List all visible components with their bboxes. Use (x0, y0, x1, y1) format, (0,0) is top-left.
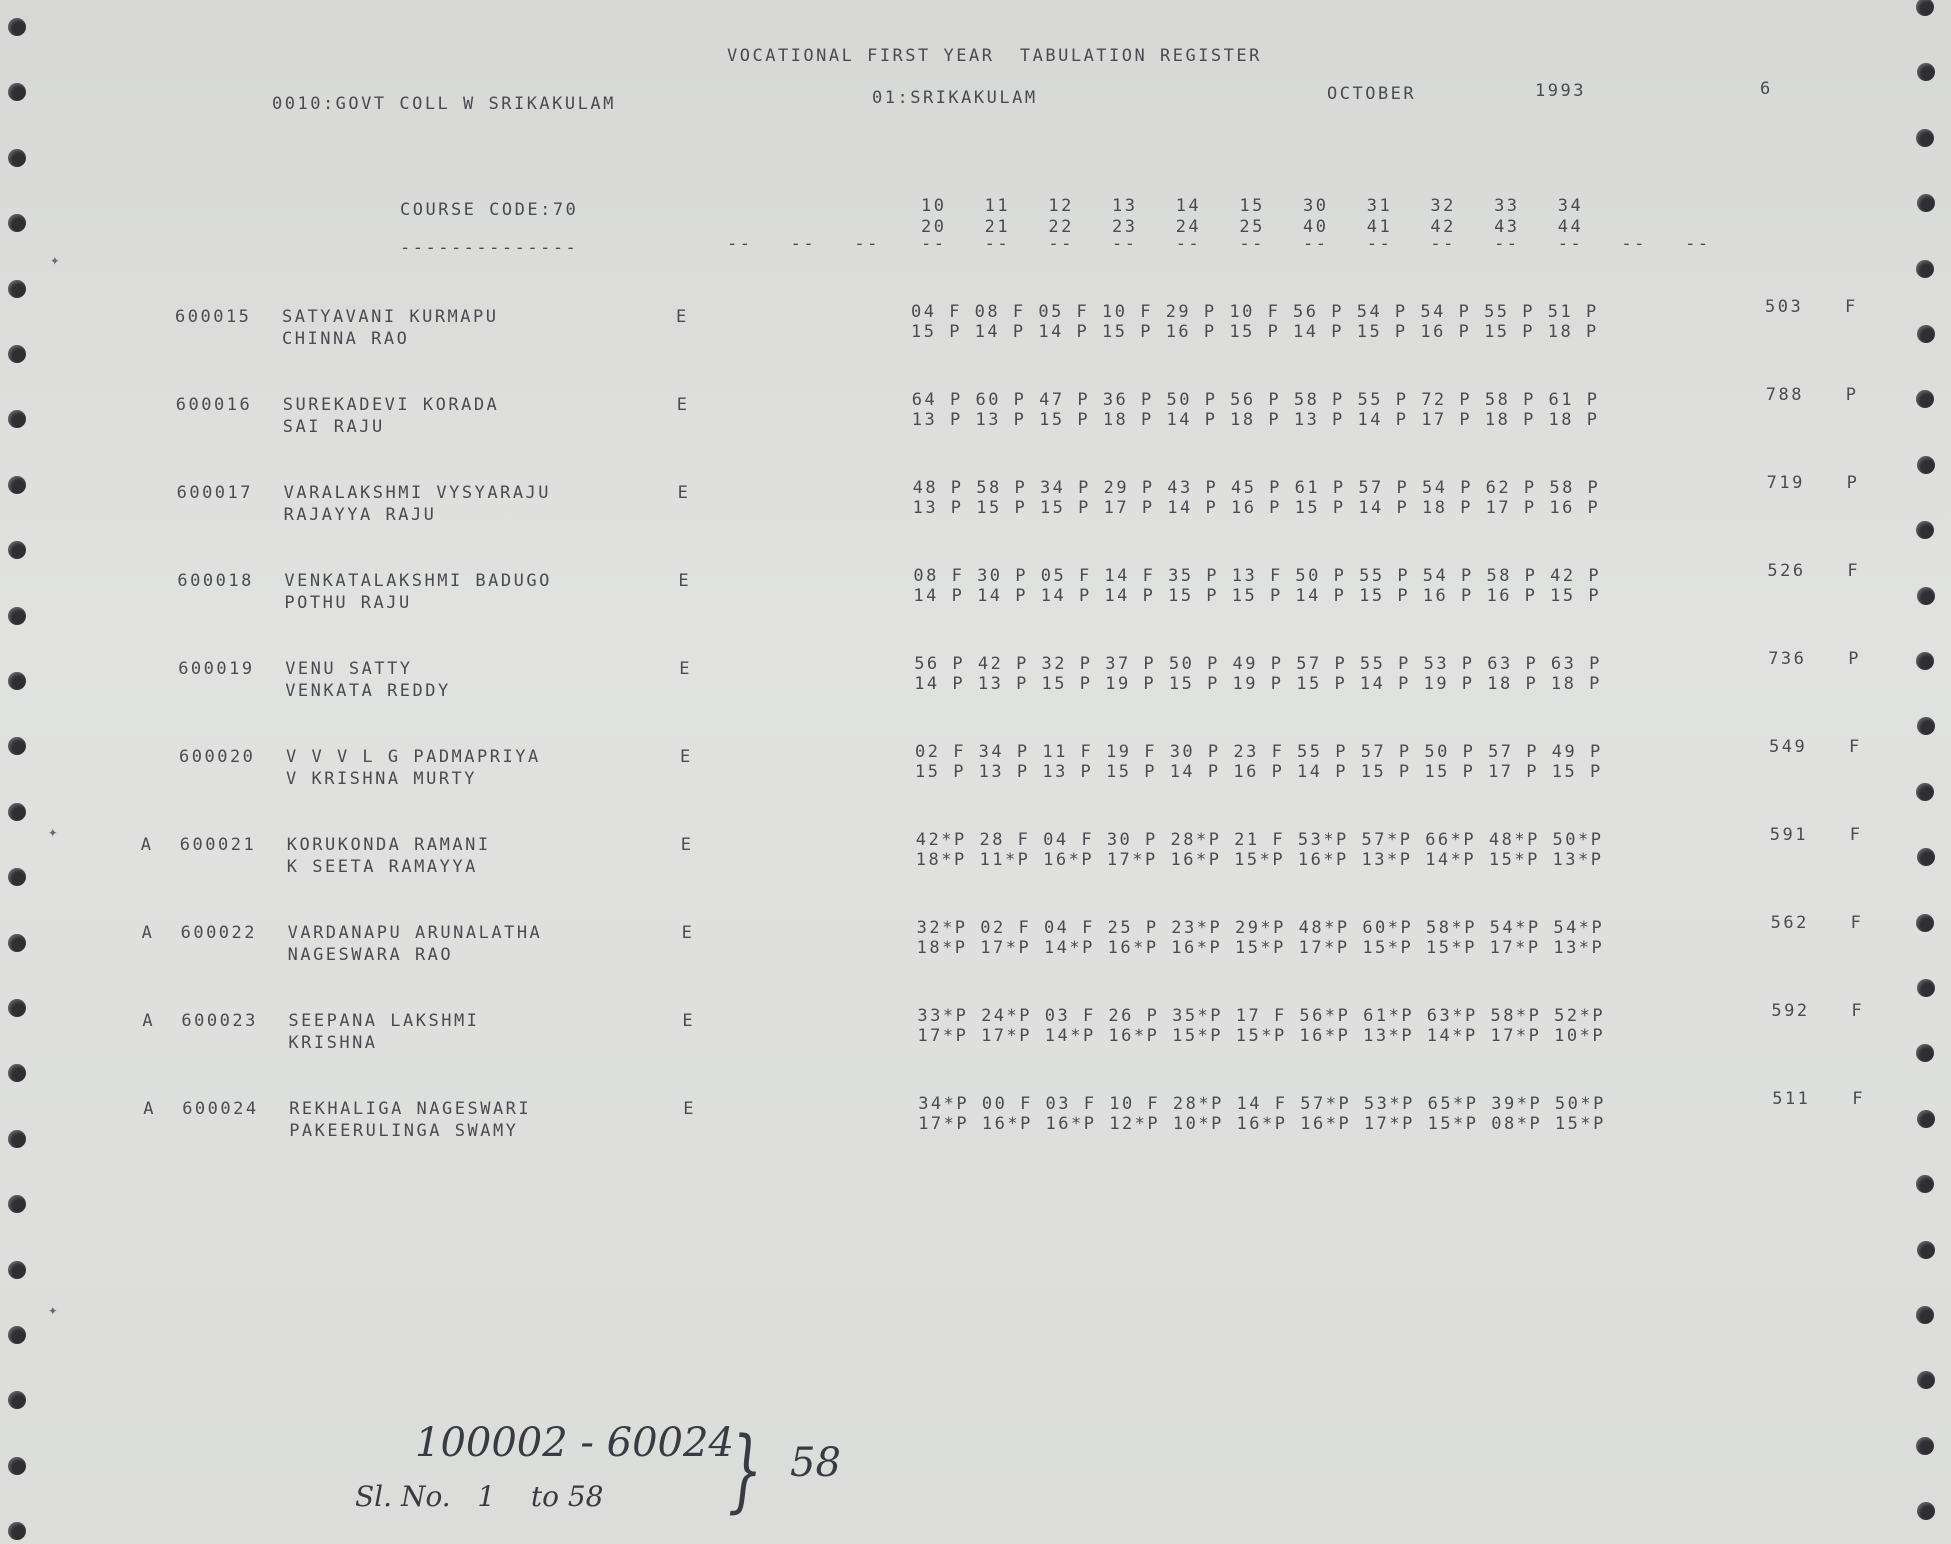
absent-flag: A (143, 1099, 156, 1119)
marks-line-2: 17*P 17*P 14*P 16*P 15*P 15*P 16*P 13*P 14*P 17*P 10*P (917, 1026, 1606, 1046)
feed-hole (8, 476, 26, 494)
feed-hole (1917, 1371, 1935, 1389)
result: F (1851, 1001, 1865, 1021)
medium: E (676, 395, 690, 415)
course-code-underline: -------------- (400, 238, 579, 258)
medium: E (680, 835, 694, 855)
marks-line-1: 48 P 58 P 34 P 29 P 43 P 45 P 61 P 57 P 54 P 62 P 58 P (912, 478, 1601, 498)
feed-hole (1917, 1241, 1935, 1259)
father-name: CHINNA RAO (282, 329, 410, 349)
handwritten-serial: Sl. No. 1 to 58 (355, 1480, 604, 1513)
medium: E (683, 1099, 696, 1119)
result: F (1850, 913, 1864, 933)
student-name: KORUKONDA RAMANI (286, 835, 491, 855)
feed-hole (1916, 521, 1934, 539)
feed-hole (1917, 979, 1935, 997)
district-name: 01:SRIKAKULAM (872, 88, 1038, 108)
feed-hole (8, 83, 26, 101)
stray-mark: ✦ (50, 250, 60, 269)
result: F (1852, 1089, 1865, 1109)
feed-hole (8, 999, 26, 1017)
marks-line-1: 64 P 60 P 47 P 36 P 50 P 56 P 58 P 55 P 72 P 58 P 61 P (911, 390, 1600, 410)
feed-hole (8, 737, 26, 755)
feed-hole (1916, 129, 1934, 147)
father-name: POTHU RAJU (284, 593, 412, 613)
feed-hole (8, 1326, 26, 1344)
marks-line-2: 14 P 13 P 15 P 19 P 15 P 19 P 15 P 14 P 19 P 18 P 18 P (914, 674, 1602, 694)
student-name: VARDANAPU ARUNALATHA (287, 923, 543, 943)
marks-line-1: 56 P 42 P 32 P 37 P 50 P 49 P 57 P 55 P 53 P 63 P 63 P (914, 654, 1602, 674)
marks-line-2: 18*P 17*P 14*P 16*P 16*P 15*P 17*P 15*P 15*P 17*P 13*P (916, 938, 1605, 958)
feed-hole (8, 410, 26, 428)
feed-hole (1916, 1175, 1934, 1193)
feed-hole (8, 1391, 26, 1409)
total-marks: 719 (1766, 473, 1805, 493)
feed-hole (1916, 260, 1934, 278)
result: P (1846, 473, 1860, 493)
course-code: COURSE CODE:70 (400, 200, 579, 220)
report-title: VOCATIONAL FIRST YEAR TABULATION REGISTER (727, 46, 1262, 66)
feed-hole (8, 607, 26, 625)
student-name: SATYAVANI KURMAPU (282, 307, 499, 327)
roll-number: 600022 (180, 923, 258, 943)
handwritten-brace: } (728, 1418, 763, 1523)
feed-hole (1917, 848, 1935, 866)
subject-codes-top: 10 11 12 13 14 15 30 31 32 33 34 (921, 196, 1584, 216)
feed-hole (8, 934, 26, 952)
medium: E (680, 747, 693, 767)
student-name: V V V L G PADMAPRIYA (286, 747, 541, 767)
feed-hole (1917, 1502, 1935, 1520)
marks-line-1: 32*P 02 F 04 F 25 P 23*P 29*P 48*P 60*P 58*P 54*P 54*P (916, 918, 1605, 938)
marks-line-2: 17*P 16*P 16*P 12*P 10*P 16*P 16*P 17*P 15*P 08*P 15*P (918, 1114, 1606, 1134)
father-name: NAGESWARA RAO (287, 945, 454, 965)
total-marks: 503 (1765, 297, 1804, 317)
feed-hole (8, 868, 26, 886)
result: F (1847, 561, 1861, 581)
medium: E (676, 307, 689, 327)
marks-line-1: 42*P 28 F 04 F 30 P 28*P 21 F 53*P 57*P 66*P 48*P 50*P (915, 830, 1604, 850)
roll-number: 600020 (179, 747, 256, 767)
handwritten-count: 58 (790, 1440, 841, 1486)
result: F (1849, 737, 1862, 757)
student-name: VENKATALAKSHMI BADUGO (284, 571, 552, 591)
feed-hole (1917, 456, 1935, 474)
marks-line-1: 34*P 00 F 03 F 10 F 28*P 14 F 57*P 53*P 65*P 39*P 50*P (918, 1094, 1606, 1114)
father-name: SAI RAJU (282, 417, 385, 437)
feed-hole (1917, 63, 1935, 81)
total-marks: 549 (1769, 737, 1808, 757)
father-name: K SEETA RAMAYYA (286, 857, 478, 877)
exam-month: OCTOBER (1327, 84, 1417, 104)
feed-hole (1916, 1044, 1934, 1062)
feed-hole (8, 280, 26, 298)
feed-hole (1917, 717, 1935, 735)
father-name: V KRISHNA MURTY (286, 769, 478, 789)
blank-column-dashes: -- -- -- (727, 234, 880, 254)
feed-hole (1917, 1110, 1935, 1128)
medium: E (681, 923, 695, 943)
feed-hole (8, 1064, 26, 1082)
marks-line-2: 15 P 14 P 14 P 15 P 16 P 15 P 14 P 15 P 16 P 15 P 18 P (911, 322, 1599, 342)
feed-hole (1917, 587, 1935, 605)
marks-line-2: 18*P 11*P 16*P 17*P 16*P 15*P 16*P 13*P 14*P 15*P 13*P (915, 850, 1604, 870)
roll-number: 600023 (181, 1011, 258, 1031)
father-name: VENKATA REDDY (285, 681, 451, 701)
total-marks: 511 (1772, 1089, 1811, 1109)
total-marks: 562 (1770, 913, 1809, 933)
feed-hole (1916, 1437, 1934, 1455)
student-name: SEEPANA LAKSHMI (288, 1011, 480, 1031)
father-name: RAJAYYA RAJU (283, 505, 437, 525)
feed-hole (8, 1261, 26, 1279)
roll-number: 600015 (175, 307, 252, 327)
result: P (1845, 385, 1859, 405)
student-name: VARALAKSHMI VYSYARAJU (283, 483, 552, 503)
result: P (1848, 649, 1861, 669)
student-name: REKHALIGA NAGESWARI (289, 1099, 532, 1119)
marks-line-2: 14 P 14 P 14 P 14 P 15 P 15 P 14 P 15 P 16 P 16 P 15 P (913, 586, 1602, 606)
medium: E (678, 571, 692, 591)
roll-number: 600018 (177, 571, 254, 591)
subject-dashes: -- -- -- -- -- -- -- -- -- -- -- -- -- (921, 234, 1711, 254)
medium: E (677, 483, 691, 503)
feed-hole (1916, 652, 1934, 670)
total-marks: 526 (1767, 561, 1806, 581)
feed-hole (8, 541, 26, 559)
stray-mark: ✦ (48, 822, 58, 841)
feed-hole (1916, 0, 1934, 16)
college-name: 0010:GOVT COLL W SRIKAKULAM (272, 94, 616, 114)
feed-hole (8, 345, 26, 363)
marks-line-1: 33*P 24*P 03 F 26 P 35*P 17 F 56*P 61*P 63*P 58*P 52*P (917, 1006, 1606, 1026)
total-marks: 591 (1769, 825, 1809, 845)
marks-line-1: 02 F 34 P 11 F 19 F 30 P 23 F 55 P 57 P 50 P 57 P 49 P (915, 742, 1603, 762)
feed-hole (8, 149, 26, 167)
feed-hole (1916, 783, 1934, 801)
feed-hole (8, 1195, 26, 1213)
total-marks: 736 (1768, 649, 1807, 669)
marks-line-2: 15 P 13 P 13 P 15 P 14 P 16 P 14 P 15 P 15 P 17 P 15 P (915, 762, 1603, 782)
feed-hole (1917, 325, 1935, 343)
feed-hole (8, 803, 26, 821)
feed-hole (1917, 194, 1935, 212)
feed-hole (8, 1457, 26, 1475)
total-marks: 788 (1765, 385, 1805, 405)
feed-hole (8, 18, 26, 36)
absent-flag: A (142, 1011, 156, 1031)
feed-hole (8, 1130, 26, 1148)
roll-number: 600016 (175, 395, 253, 415)
roll-number: 600019 (178, 659, 255, 679)
result: F (1845, 297, 1858, 317)
result: F (1849, 825, 1863, 845)
page-number: 6 (1760, 79, 1773, 99)
medium: E (679, 659, 692, 679)
stray-mark: ✦ (48, 1300, 58, 1319)
absent-flag: A (141, 923, 155, 943)
feed-hole (1916, 914, 1934, 932)
absent-flag: A (140, 835, 154, 855)
marks-line-2: 13 P 15 P 15 P 17 P 14 P 16 P 15 P 14 P 18 P 17 P 16 P (912, 498, 1601, 518)
marks-line-1: 04 F 08 F 05 F 10 F 29 P 10 F 56 P 54 P 54 P 55 P 51 P (911, 302, 1599, 322)
father-name: PAKEERULINGA SWAMY (289, 1121, 519, 1141)
medium: E (682, 1011, 696, 1031)
subject-codes-bottom: 20 21 22 23 24 25 40 41 42 43 44 (921, 217, 1584, 237)
total-marks: 592 (1771, 1001, 1810, 1021)
feed-hole (8, 214, 26, 232)
marks-line-1: 08 F 30 P 05 F 14 F 35 P 13 F 50 P 55 P 54 P 58 P 42 P (913, 566, 1602, 586)
feed-hole (1916, 1306, 1934, 1324)
roll-number: 600021 (179, 835, 257, 855)
marks-line-2: 13 P 13 P 15 P 18 P 14 P 18 P 13 P 14 P 17 P 18 P 18 P (911, 410, 1600, 430)
feed-hole (8, 1522, 26, 1540)
student-name: VENU SATTY (285, 659, 413, 679)
feed-hole (1916, 390, 1934, 408)
student-name: SUREKADEVI KORADA (282, 395, 500, 415)
roll-number: 600017 (176, 483, 254, 503)
handwritten-range: 100002 - 60024 (415, 1420, 734, 1466)
exam-year: 1993 (1535, 81, 1586, 101)
roll-number: 600024 (182, 1099, 259, 1119)
feed-hole (8, 672, 26, 690)
father-name: KRISHNA (288, 1033, 378, 1053)
